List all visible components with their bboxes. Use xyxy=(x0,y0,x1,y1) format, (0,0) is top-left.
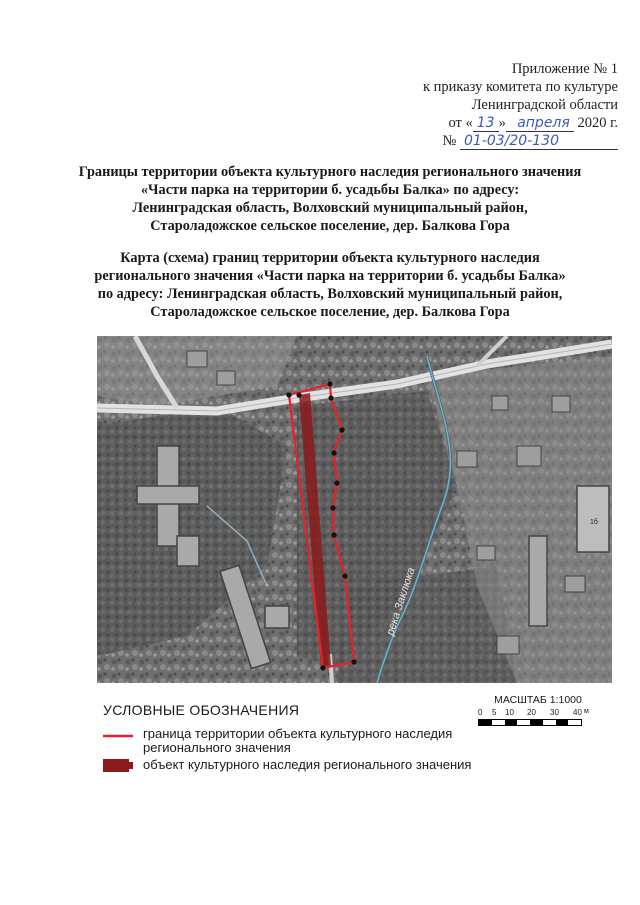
vertex xyxy=(339,427,344,432)
map-svg xyxy=(97,336,612,683)
document-title xyxy=(60,163,600,235)
appendix-date xyxy=(423,114,618,132)
legend-boundary-text: граница территории объекта культурного наследия регионального значения xyxy=(143,726,453,755)
house-5 xyxy=(187,351,207,367)
vertex xyxy=(296,392,301,397)
vertex xyxy=(351,659,356,664)
map-title-line-1: Карта (схема) границ территории объекта культурного наследия xyxy=(120,250,540,266)
building-west-end xyxy=(177,536,199,566)
house-9 xyxy=(565,576,585,592)
house-7 xyxy=(477,546,495,560)
appendix-number: Приложение № 1 xyxy=(511,61,618,77)
scale-tick: 30 xyxy=(550,708,559,717)
boundary-line-symbol xyxy=(103,731,133,741)
building-number-label: 1б xyxy=(590,519,598,526)
scale-tick: 0 xyxy=(478,708,483,717)
scale-label: МАСШТАБ 1:1000 xyxy=(494,694,582,706)
vertex xyxy=(342,573,347,578)
title-line-3: Ленинградская область, Волховский муниципальный район, xyxy=(132,200,528,216)
house-2 xyxy=(457,451,477,467)
building-south-annex xyxy=(265,606,289,628)
legend-object-text: объект культурного наследия регионального значения xyxy=(143,757,472,772)
vertex xyxy=(328,395,333,400)
vertex xyxy=(330,505,335,510)
date-month: апреля xyxy=(506,116,574,132)
river-label: река Заклюка xyxy=(384,566,418,637)
house-3 xyxy=(552,396,570,412)
appendix-header xyxy=(423,60,618,150)
scale-bar xyxy=(478,694,598,726)
house-6 xyxy=(217,371,235,385)
legend-title: УСЛОВНЫЕ ОБОЗНАЧЕНИЯ xyxy=(103,702,300,718)
building-cross xyxy=(137,486,199,504)
title-line-1: Границы территории объекта культурного наследия регионального значения xyxy=(78,164,582,180)
building-east-long xyxy=(529,536,547,626)
date-day: 13 xyxy=(473,116,499,132)
house-4 xyxy=(492,396,508,410)
scale-tick: 40 xyxy=(573,708,582,717)
house-8 xyxy=(497,636,519,654)
map-title-line-4: Староладожское сельское поселение, дер. Балкова Гора xyxy=(150,304,510,320)
house-1 xyxy=(517,446,541,466)
scale-tick: 20 xyxy=(527,708,536,717)
scale-graphic xyxy=(478,719,582,726)
number-value: 01-03/20-130 xyxy=(460,134,618,150)
scale-tick: 5 xyxy=(492,708,497,717)
date-mid: » xyxy=(498,115,506,131)
date-year: 2020 г. xyxy=(577,115,618,131)
vertex xyxy=(327,381,332,386)
vertex xyxy=(331,450,336,455)
map-title xyxy=(60,249,600,321)
vertex xyxy=(334,480,339,485)
appendix-region: Ленинградской области xyxy=(471,97,618,113)
vertex xyxy=(331,532,336,537)
map-title-line-2: регионального значения «Части парка на территории б. усадьбы Балка» xyxy=(94,268,566,284)
object-fill-symbol xyxy=(103,759,133,773)
vertex xyxy=(320,665,325,670)
appendix-order-number xyxy=(423,132,618,150)
satellite-map xyxy=(97,336,612,683)
vertex xyxy=(286,392,291,397)
title-line-2: «Части парка на территории б. усадьбы Балка» по адресу: xyxy=(140,182,520,198)
date-prefix: от « xyxy=(448,115,473,131)
map-title-line-3: по адресу: Ленинградская область, Волховский муниципальный район, xyxy=(97,286,563,302)
number-prefix: № xyxy=(442,133,457,149)
scale-tick: 10 xyxy=(505,708,514,717)
scale-ticks xyxy=(478,708,598,719)
scale-unit: м xyxy=(584,708,589,715)
title-line-4: Староладожское сельское поселение, дер. Балкова Гора xyxy=(150,218,510,234)
appendix-order-ref: к приказу комитета по культуре xyxy=(422,79,618,95)
